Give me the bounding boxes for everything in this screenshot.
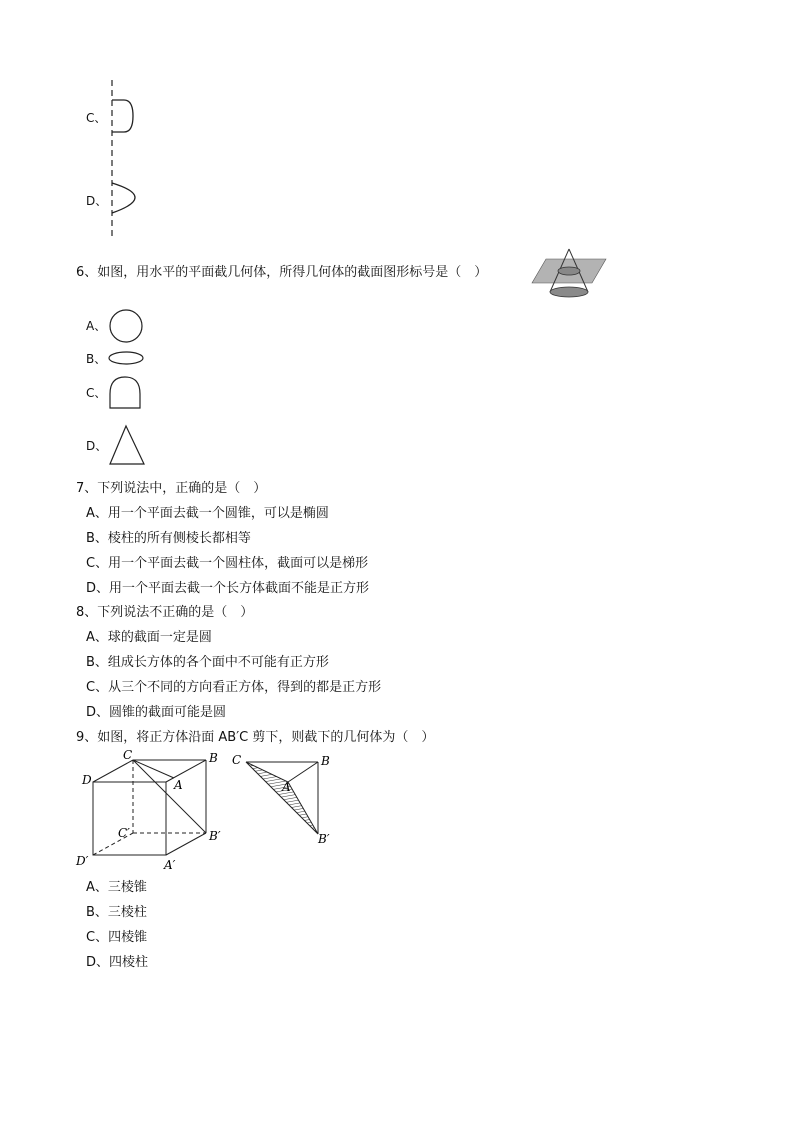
q8-question: 8、下列说法不正确的是（ ） [76,605,254,620]
q5-option-c-label: C、 [86,111,107,125]
q9-option-b: B、三棱柱 [86,905,147,920]
q8-option-a: A、球的截面一定是圆 [86,630,212,645]
q9-option-d: D、四棱柱 [86,955,149,970]
q6-option-c-label: C、 [86,386,107,400]
q9-cube-label-dp: D′ [76,854,89,868]
q9-cube-label-c: C [123,748,133,762]
q7-option-a: A、用一个平面去截一个圆锥，可以是椭圆 [86,506,329,521]
q9-cube-label-d: D [82,773,92,787]
q9-piece-label-c: C [232,753,242,767]
q9-option-a: A、三棱锥 [86,880,147,895]
q8-option-b: B、组成长方体的各个面中不可能有正方形 [86,655,329,670]
q6-option-d-label: D、 [86,439,108,453]
q7-option-b: B、棱柱的所有侧棱长都相等 [86,531,251,546]
q8-option-d: D、圆锥的截面可能是圆 [86,705,227,720]
q6-base-ellipse [550,287,588,297]
q9-cube-label-cp: C′ [118,826,130,840]
q9-option-c: C、四棱锥 [86,930,148,945]
q9-cube-figure [76,748,236,873]
q9-cube-label-bp: B′ [209,829,221,843]
q6-option-d-triangle [108,424,148,468]
q6-option-b-label: B、 [86,352,107,366]
q6-option-a-label: A、 [86,319,107,333]
q9-cube-label-b: B [209,751,218,765]
q9-cube-label-ap: A′ [164,858,176,872]
q7-option-d: D、用一个平面去截一个长方体截面不能是正方形 [86,581,370,596]
q8-option-c: C、从三个不同的方向看正方体，得到的都是正方形 [86,680,382,695]
q9-cut-face-hatched [246,762,318,834]
q7-option-c: C、用一个平面去截一个圆柱体，截面可以是梯形 [86,556,369,571]
q9-piece-label-a: A [282,780,291,794]
q9-piece-label-b: B [321,754,330,768]
q6-option-b-ellipse [108,349,148,369]
q6-option-c-arch [108,374,148,414]
q5-half-capsule-shape [112,100,133,132]
q9-piece-label-bp: B′ [318,832,330,846]
q5-option-d-label: D、 [86,194,108,208]
q7-question: 7、下列说法中，正确的是（ ） [76,481,267,496]
q6-question: 6、如图，用水平的平面截几何体，所得几何体的截面图形标号是（ ） [76,265,488,280]
q9-cube-label-a: A [174,778,183,792]
q6-option-a-circle [108,308,148,348]
q6-cone-plane-figure [532,247,612,299]
q5-half-ellipse-shape [112,183,135,213]
q9-question: 9、如图，将正方体沿面 AB′C 剪下，则截下的几何体为（ ） [76,730,435,745]
q6-section-ellipse [558,267,580,275]
q9-cut-piece-figure [230,748,340,848]
q5-dashed-axis-figure [100,80,160,240]
